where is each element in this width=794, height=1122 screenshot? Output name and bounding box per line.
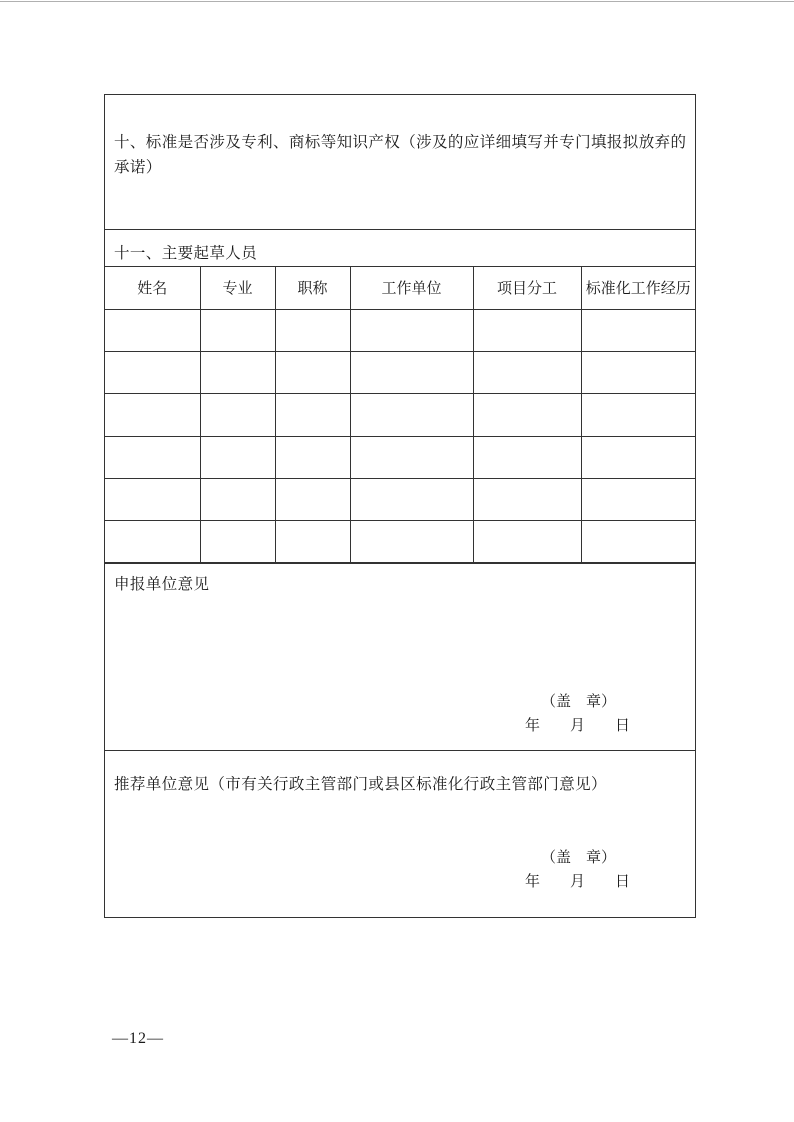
section-intellectual-property (105, 95, 695, 230)
page-number: —12— (112, 1030, 164, 1047)
recommender-date-line: 年 月 日 (525, 872, 631, 890)
table-row (105, 310, 695, 352)
column-header-experience: 标准化工作经历 (581, 267, 695, 310)
column-header-workplace: 工作单位 (350, 267, 473, 310)
table-cell[interactable] (105, 394, 200, 436)
table-row (105, 436, 695, 478)
page-top-rule (0, 1, 794, 2)
table-cell[interactable] (350, 436, 473, 478)
table-cell[interactable] (200, 520, 275, 562)
recommender-opinion-title: 推荐单位意见（市有关行政主管部门或县区标准化行政主管部门意见） (114, 775, 607, 793)
table-row (105, 478, 695, 520)
drafters-heading: 十一、主要起草人员 (114, 244, 258, 262)
ip-question-text: 十、标准是否涉及专利、商标等知识产权（涉及的应详细填写并专门填报拟放弃的承诺） (114, 133, 687, 176)
table-cell[interactable] (581, 520, 695, 562)
section-applicant-opinion (105, 563, 695, 751)
table-cell[interactable] (581, 310, 695, 352)
table-cell[interactable] (275, 394, 350, 436)
table-cell[interactable] (350, 520, 473, 562)
table-cell[interactable] (275, 520, 350, 562)
table-cell[interactable] (473, 352, 581, 394)
application-form-frame (104, 94, 696, 918)
table-cell[interactable] (581, 352, 695, 394)
drafters-table-header (105, 267, 695, 310)
table-cell[interactable] (200, 478, 275, 520)
table-cell[interactable] (275, 478, 350, 520)
table-cell[interactable] (473, 394, 581, 436)
table-row (105, 520, 695, 562)
table-cell[interactable] (473, 310, 581, 352)
section-recommender-opinion (105, 751, 695, 917)
table-cell[interactable] (200, 310, 275, 352)
column-header-name: 姓名 (105, 267, 200, 310)
table-cell[interactable] (275, 436, 350, 478)
table-cell[interactable] (473, 436, 581, 478)
table-cell[interactable] (350, 478, 473, 520)
table-cell[interactable] (105, 436, 200, 478)
table-cell[interactable] (200, 394, 275, 436)
table-cell[interactable] (105, 352, 200, 394)
applicant-seal-label: （盖 章） (541, 692, 617, 710)
column-header-title: 职称 (275, 267, 350, 310)
column-header-specialty: 专业 (200, 267, 275, 310)
table-cell[interactable] (105, 520, 200, 562)
table-cell[interactable] (350, 352, 473, 394)
table-cell[interactable] (473, 520, 581, 562)
table-cell[interactable] (275, 310, 350, 352)
table-cell[interactable] (350, 394, 473, 436)
table-cell[interactable] (105, 310, 200, 352)
table-cell[interactable] (275, 352, 350, 394)
table-cell[interactable] (200, 352, 275, 394)
applicant-date-line: 年 月 日 (525, 716, 631, 734)
table-cell[interactable] (581, 436, 695, 478)
recommender-seal-label: （盖 章） (541, 848, 617, 866)
table-cell[interactable] (473, 478, 581, 520)
drafters-table (105, 266, 695, 563)
table-cell[interactable] (581, 478, 695, 520)
applicant-opinion-title: 申报单位意见 (114, 575, 210, 593)
table-cell[interactable] (581, 394, 695, 436)
section-main-drafters (105, 230, 695, 563)
table-cell[interactable] (350, 310, 473, 352)
table-row (105, 352, 695, 394)
table-row (105, 394, 695, 436)
column-header-role: 项目分工 (473, 267, 581, 310)
table-cell[interactable] (105, 478, 200, 520)
table-cell[interactable] (200, 436, 275, 478)
